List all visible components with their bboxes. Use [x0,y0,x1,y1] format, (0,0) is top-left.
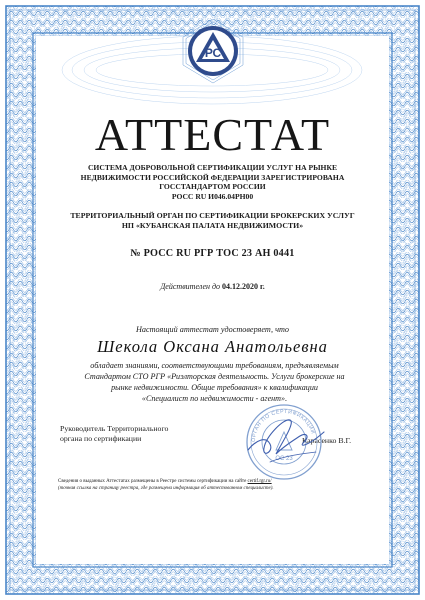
system-line: СИСТЕМА ДОБРОВОЛЬНОЙ СЕРТИФИКАЦИИ УСЛУГ НА РЫНКЕ [87,163,338,172]
leader-title [60,424,168,444]
registry-link[interactable]: certif.rgr.ru/ [247,479,272,484]
leader-line: Руководитель Территориального [60,424,169,433]
footer-note: (точная ссылка на страницу реестра, где размещена информация об аттестованном специалисте). [58,486,274,491]
registry-footer [58,478,378,492]
system-line: РОСС RU И046.04РН00 [171,191,254,201]
validity-date: 04.12.2020 г. [222,282,265,291]
certifies-line: Настоящий аттестат удостоверяет, что [135,325,290,334]
signature [240,406,330,476]
qualification-line: рынке недвижимости. Общие требования» к квалификации [111,383,318,392]
signer-name: Карасенко В.Г. [302,436,352,445]
leader-line: органа по сертификации [60,434,142,443]
qualification-line: обладает знаниями, соответствующими требованиям, предъявляемым [90,361,339,370]
certificate-number: № РОСС RU РГР ТОС 23 АН 0441 [130,248,295,259]
organ-block [40,211,385,231]
logo-letters: РС [204,46,222,60]
stamp-ring-text: ОРГАН ПО СЕРТИФИКАЦИИ [250,408,316,443]
system-block [40,163,385,201]
system-line: ГОССТАНДАРТОМ РОССИИ [159,182,266,191]
stamp-code: ОС 23 [275,456,293,462]
organ-line: ТЕРРИТОРИАЛЬНЫЙ ОРГАН ПО СЕРТИФИКАЦИИ БРОКЕРСКИХ УСЛУГ [70,211,355,220]
document-title: АТТЕСТАТ [94,109,331,160]
system-line: НЕДВИЖИМОСТИ РОССИЙСКОЙ ФЕДЕРАЦИИ ЗАРЕГИСТРИРОВАНА [80,172,345,182]
holder-name: Шекола Оксана Анатольевна [97,337,328,356]
footer-main [58,478,378,485]
validity-prefix: Действителен до [160,282,221,291]
footer-text: Сведения о выданных Аттестатах размещены в Реестре системы сертификации на сайте [58,479,247,484]
qualification-line: Стандартом СТО РГР «Риэлторская деятельность. Услуги брокерские на [84,372,345,381]
qualification-text [62,360,367,404]
organ-line: НП «КУБАНСКАЯ ПАЛАТА НЕДВИЖИМОСТИ» [121,221,304,230]
qualification-line: «Специалист по недвижимости - агент». [141,394,288,403]
validity-line [40,282,385,292]
